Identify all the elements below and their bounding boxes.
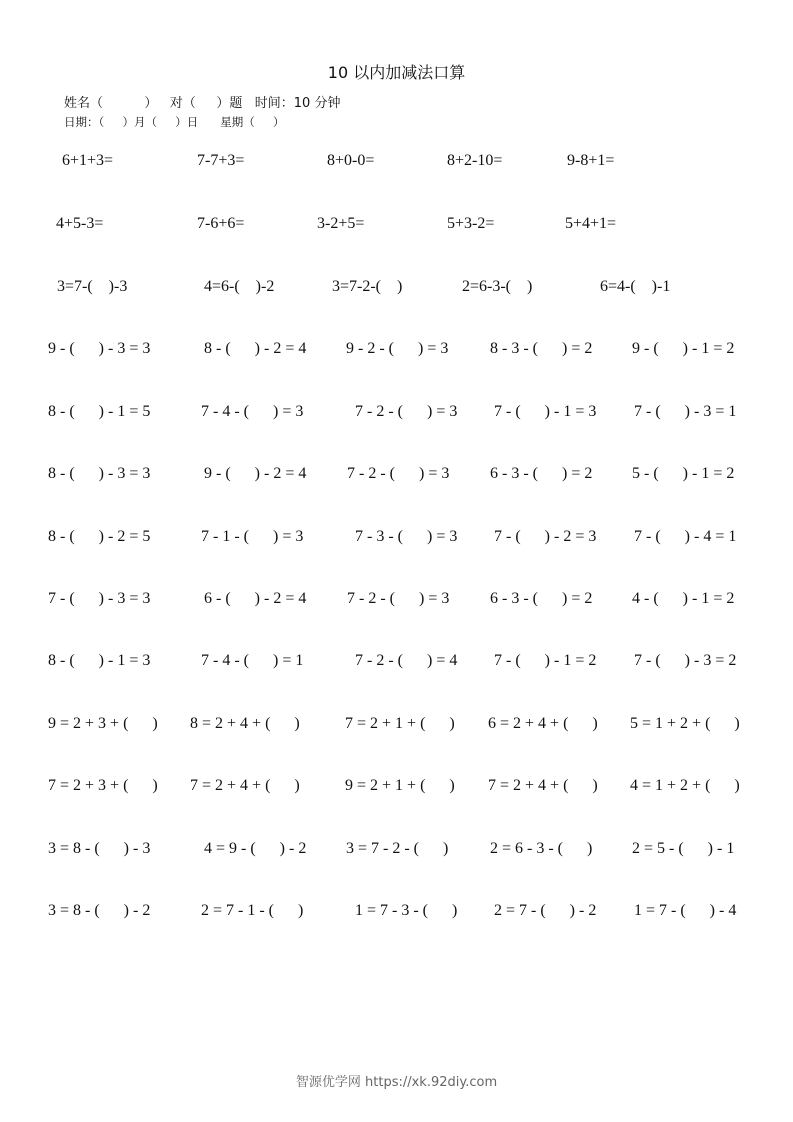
arithmetic-problem: 4 = 9 - ( ) - 2: [204, 840, 307, 857]
arithmetic-problem: 9 - ( ) - 3 = 3: [48, 340, 151, 357]
arithmetic-problem: 7 - 3 - ( ) = 3: [355, 528, 458, 545]
page-title: 10 以内加减法口算: [327, 63, 466, 82]
date-info-line: 日期：（ ）月（ ）日 星期（ ）: [64, 115, 285, 129]
arithmetic-problem: 1 = 7 - 3 - ( ): [355, 902, 458, 919]
arithmetic-problem: 8 - ( ) - 1 = 3: [48, 652, 151, 669]
problem-row: [0, 590, 793, 614]
footer-watermark: 智源优学网 https://xk.92diy.com: [295, 1075, 498, 1090]
arithmetic-problem: 7 - 4 - ( ) = 3: [201, 403, 304, 420]
arithmetic-problem: 9 - 2 - ( ) = 3: [346, 340, 449, 357]
arithmetic-problem: 9 - ( ) - 2 = 4: [204, 465, 307, 482]
arithmetic-problem: 9-8+1=: [567, 152, 615, 169]
problem-row: [0, 465, 793, 489]
problem-row: [0, 403, 793, 427]
arithmetic-problem: 4 = 1 + 2 + ( ): [630, 777, 740, 794]
arithmetic-problem: 7 - ( ) - 1 = 3: [494, 403, 597, 420]
arithmetic-problem: 7 - 2 - ( ) = 3: [355, 403, 458, 420]
arithmetic-problem: 1 = 7 - ( ) - 4: [634, 902, 737, 919]
arithmetic-problem: 7-7+3=: [197, 152, 245, 169]
arithmetic-problem: 7 - ( ) - 3 = 3: [48, 590, 151, 607]
arithmetic-problem: 4 - ( ) - 1 = 2: [632, 590, 735, 607]
arithmetic-problem: 7 = 2 + 4 + ( ): [488, 777, 598, 794]
arithmetic-problem: 7 - 2 - ( ) = 3: [347, 590, 450, 607]
arithmetic-problem: 3 = 7 - 2 - ( ): [346, 840, 449, 857]
problem-row: [0, 715, 793, 739]
arithmetic-problem: 7 - ( ) - 4 = 1: [634, 528, 737, 545]
problem-row: [0, 777, 793, 801]
problem-row: [0, 340, 793, 364]
arithmetic-problem: 7 = 2 + 4 + ( ): [190, 777, 300, 794]
arithmetic-problem: 7 - ( ) - 3 = 2: [634, 652, 737, 669]
arithmetic-problem: 5 = 1 + 2 + ( ): [630, 715, 740, 732]
problem-row: [0, 528, 793, 552]
arithmetic-problem: 6 - ( ) - 2 = 4: [204, 590, 307, 607]
problem-row: [0, 902, 793, 926]
arithmetic-problem: 6 = 2 + 4 + ( ): [488, 715, 598, 732]
arithmetic-problem: 5 - ( ) - 1 = 2: [632, 465, 735, 482]
arithmetic-problem: 6 - 3 - ( ) = 2: [490, 590, 593, 607]
arithmetic-problem: 2 = 6 - 3 - ( ): [490, 840, 593, 857]
arithmetic-problem: 7 - 1 - ( ) = 3: [201, 528, 304, 545]
arithmetic-problem: 3-2+5=: [317, 215, 365, 232]
arithmetic-problem: 5+4+1=: [565, 215, 617, 232]
arithmetic-problem: 3=7-2-( ): [332, 278, 403, 295]
arithmetic-problem: 9 = 2 + 3 + ( ): [48, 715, 158, 732]
problem-row: [0, 652, 793, 676]
arithmetic-problem: 8 - ( ) - 3 = 3: [48, 465, 151, 482]
arithmetic-problem: 6=4-( )-1: [600, 278, 671, 295]
arithmetic-problem: 7 - ( ) - 1 = 2: [494, 652, 597, 669]
arithmetic-problem: 7 - ( ) - 2 = 3: [494, 528, 597, 545]
arithmetic-problem: 8 - ( ) - 1 = 5: [48, 403, 151, 420]
arithmetic-problem: 8+0-0=: [327, 152, 375, 169]
arithmetic-problem: 7 - 2 - ( ) = 4: [355, 652, 458, 669]
arithmetic-problem: 9 = 2 + 1 + ( ): [345, 777, 455, 794]
problem-row: [0, 152, 793, 176]
arithmetic-problem: 5+3-2=: [447, 215, 495, 232]
arithmetic-problem: 3 = 8 - ( ) - 2: [48, 902, 151, 919]
arithmetic-problem: 4=6-( )-2: [204, 278, 275, 295]
arithmetic-problem: 8 - ( ) - 2 = 5: [48, 528, 151, 545]
arithmetic-problem: 7 - 2 - ( ) = 3: [347, 465, 450, 482]
arithmetic-problem: 8 - ( ) - 2 = 4: [204, 340, 307, 357]
arithmetic-problem: 7-6+6=: [197, 215, 245, 232]
arithmetic-problem: 3=7-( )-3: [57, 278, 128, 295]
arithmetic-problem: 7 - 4 - ( ) = 1: [201, 652, 304, 669]
arithmetic-problem: 8 - 3 - ( ) = 2: [490, 340, 593, 357]
arithmetic-problem: 2 = 7 - 1 - ( ): [201, 902, 304, 919]
arithmetic-problem: 2 = 5 - ( ) - 1: [632, 840, 735, 857]
arithmetic-problem: 8+2-10=: [447, 152, 503, 169]
arithmetic-problem: 3 = 8 - ( ) - 3: [48, 840, 151, 857]
arithmetic-problem: 7 = 2 + 1 + ( ): [345, 715, 455, 732]
arithmetic-problem: 9 - ( ) - 1 = 2: [632, 340, 735, 357]
arithmetic-problem: 7 = 2 + 3 + ( ): [48, 777, 158, 794]
arithmetic-problem: 6+1+3=: [62, 152, 114, 169]
problem-row: [0, 278, 793, 302]
arithmetic-problem: 6 - 3 - ( ) = 2: [490, 465, 593, 482]
arithmetic-problem: 2 = 7 - ( ) - 2: [494, 902, 597, 919]
arithmetic-problem: 7 - ( ) - 3 = 1: [634, 403, 737, 420]
arithmetic-problem: 8 = 2 + 4 + ( ): [190, 715, 300, 732]
arithmetic-problem: 2=6-3-( ): [462, 278, 533, 295]
problem-row: [0, 840, 793, 864]
arithmetic-problem: 4+5-3=: [56, 215, 104, 232]
problem-row: [0, 215, 793, 239]
student-info-line: 姓名（ ） 对（ ）题 时间：10 分钟: [64, 96, 341, 111]
